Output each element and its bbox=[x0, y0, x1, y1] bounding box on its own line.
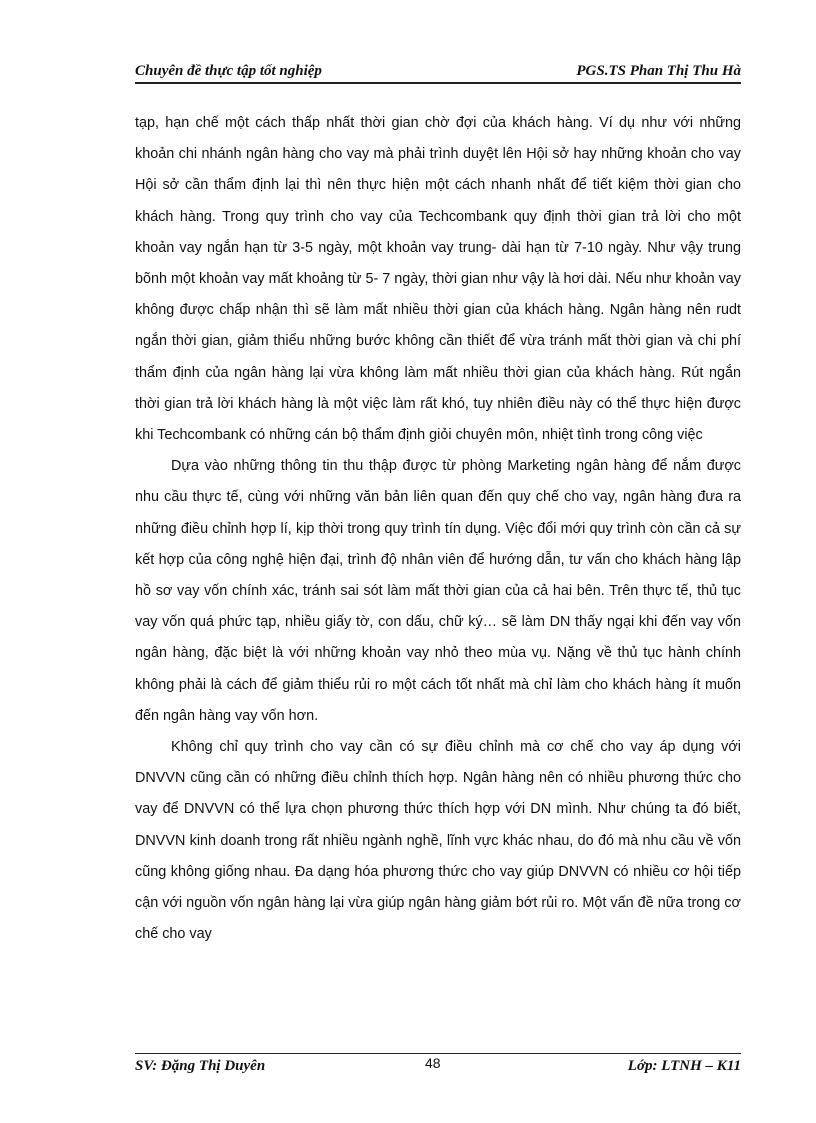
paragraph-1: tạp, hạn chế một cách thấp nhất thời gian chờ đợi của khách hàng. Ví dụ như với những khoản chi nhánh ngân hàng cho vay mà phải trình duyệt lên Hội sở hay những khoản cho vay Hội sở cần thẩm định lại thì nên thực hiện một cách nhanh nhất để tiết kiệm thời gian cho khách hàng. Trong quy trình cho vay của Techcombank quy định thời gian trả lời cho một khoản vay ngắn hạn từ 3-5 ngày, một khoản vay trung- dài hạn từ 7-10 ngày. Như vậy trung bõnh một khoản vay mất khoảng từ 5- 7 ngày, thời gian như vậy là hơi dài. Nếu như khoản vay không được chấp nhận thì sẽ làm mất nhiều thời gian của khách hàng. Ngân hàng nên rudt ngắn thời gian, giảm thiểu những bước không cần thiết để vừa tránh mất thời gian và chi phí thẩm định của ngân hàng lại vừa không làm mất nhiều thời gian của khách hàng. Rút ngắn thời gian trả lời khách hàng là một việc làm rất khó, tuy nhiên điều này có thể thực hiện được khi Techcombank có những cán bộ thẩm định giỏi chuyên môn, nhiệt tình trong công việc bbox=[135, 115, 741, 444]
footer-student: SV: Đặng Thị Duyên bbox=[135, 1058, 266, 1074]
paragraph-2: Dựa vào những thông tin thu thập được từ phòng Marketing ngân hàng để nắm được nhu cầu thực tế, cùng với những văn bản liên quan đến quy chế cho vay, ngân hàng đưa ra những điều chỉnh hợp lí, kịp thời trong quy trình tín dụng. Việc đổi mới quy trình còn cần cả sự kết hợp của công nghệ hiện đại, trình độ nhân viên để hướng dẫn, tư vấn cho khách hàng lập hồ sơ vay vốn chính xác, tránh sai sót làm mất thời gian của cả hai bên. Trên thực tế, thủ tục vay vốn quá phức tạp, nhiều giấy tờ, con dấu, chữ ký… sẽ làm DN thấy ngại khi đến vay vốn ngân hàng, đặc biệt là với những khoản vay nhỏ theo mùa vụ. Nặng về thủ tục hành chính không phải là cách để giảm thiểu rủi ro một cách tốt nhất mà chỉ làm cho khách hàng ít muốn đến ngân hàng vay vốn hơn. bbox=[135, 458, 741, 724]
paragraph-3: Không chỉ quy trình cho vay cần có sự điều chỉnh mà cơ chế cho vay áp dụng với DNVVN cũng cần có những điều chỉnh thích hợp. Ngân hàng nên có nhiều phương thức cho vay để DNVVN có thể lựa chọn phương thức thích hợp với DN mình. Như chúng ta đó biết, DNVVN kinh doanh trong rất nhiều ngành nghề, lĩnh vực khác nhau, do đó mà nhu cầu về vốn cũng không giống nhau. Đa dạng hóa phương thức cho vay giúp DNVVN có nhiều cơ hội tiếp cận với nguồn vốn ngân hàng lại vừa giúp ngân hàng giảm bớt rủi ro. Một vấn đề nữa trong cơ chế cho vay bbox=[135, 739, 741, 943]
header-title: Chuyên đề thực tập tốt nghiệp bbox=[135, 63, 322, 79]
header-author: PGS.TS Phan Thị Thu Hà bbox=[576, 63, 741, 79]
footer-class: Lớp: LTNH – K11 bbox=[627, 1058, 741, 1074]
document-body bbox=[135, 108, 741, 950]
page-footer bbox=[135, 1053, 741, 1078]
page-number: 48 bbox=[425, 1055, 441, 1071]
page-header bbox=[135, 56, 741, 84]
